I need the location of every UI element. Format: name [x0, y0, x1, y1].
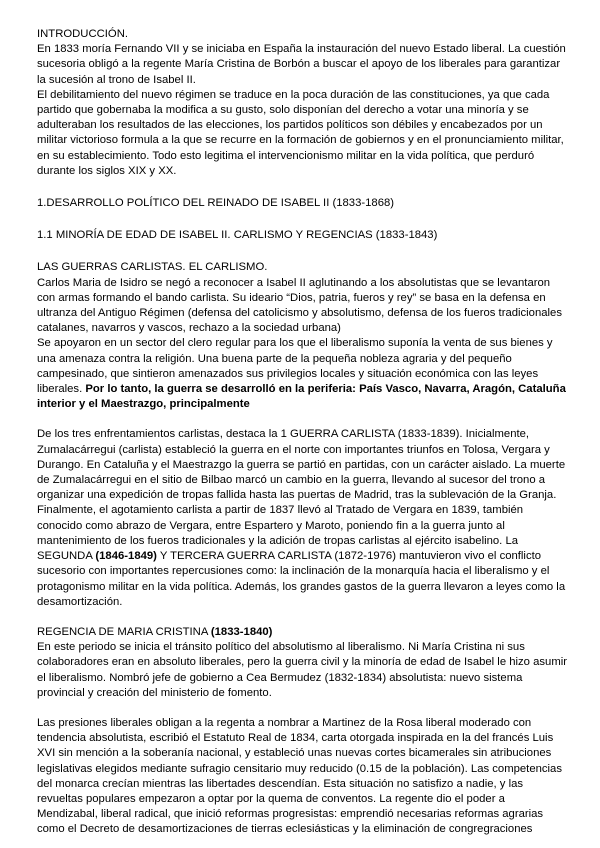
section-1-heading: 1.DESARROLLO POLÍTICO DEL REINADO DE ISABEL II (1833-1868) — [37, 197, 395, 210]
regency-heading-text: REGENCIA DE MARIA CRISTINA — [37, 625, 211, 638]
second-war-dates: (1846-1849) — [95, 550, 157, 563]
carlism-paragraph-1: Carlos Maria de Isidro se negó a reconocer a Isabel II aglutinando a los absolutistas que se levantaron con armas formando el bando carlista. Su ideario “Dios, patria, fueros y rey” se basa en la defensa en ultranza del Antiguo Régimen (defensa del catolicismo y absolutismo, defensa de los fueros tradicionales catalanes, navarros y vascos, rechazo a la sociedad urbana) — [37, 276, 562, 335]
carlist-wars-paragraph — [37, 427, 567, 609]
carlism-paragraph-2-text: Se apoyaron en un sector del clero regular para los que el liberalismo suponía la venta de sus bienes y una amenaza contra la religión. Una buena parte de la pequeña nobleza agraria y del pequeño campesinado, que sintieron amenazados sus privilegios locales y situación económica con las leyes liberales. — [37, 337, 553, 396]
regency-paragraph-1: En este periodo se inicia el tránsito político del absolutismo al liberalismo. Ni María Cristina ni sus colaboradores eran en absoluto liberales, pero la guerra civil y la minoría de edad de Isabel le hizo asumir el liberalismo. Nombró jefe de gobierno a Cea Bermudez (1832-1834) absolutista: nuevo sistema provincial y creación del ministerio de fomento. — [37, 641, 567, 699]
carlist-wars-text-b: Y TERCERA GUERRA CARLISTA (1872-1976) mantuvieron vivo el conflicto sucesorio con importantes repercusiones como: la inclinación de la monarquía hacia el liberalismo y el protagonismo militar en la vida política. Además, los grandes gastos de la guerra llevaron a leyes como la desamortización. — [37, 550, 566, 608]
document-page — [37, 27, 567, 838]
intro-paragraph-1: En 1833 moría Fernando VII y se iniciaba en España la instauración del nuevo Estado liberal. La cuestión sucesoria obligó a la regente María Cristina de Borbón a buscar el apoyo de los liberales para garantizar la sucesión al trono de Isabel II. — [37, 43, 566, 86]
carlism-paragraph-2 — [37, 336, 567, 412]
intro-heading: INTRODUCCIÓN. — [37, 28, 128, 40]
regency-heading-dates: (1833-1840) — [210, 625, 273, 638]
carlism-paragraph-2-bold: Por lo tanto, la guerra se desarrolló en la periferia: País Vasco, Navarra, Aragón, Cataluña interior y el Maestrazgo, principalmente — [37, 383, 566, 411]
regency-heading — [37, 625, 567, 640]
intro-paragraph-2: El debilitamiento del nuevo régimen se traduce en la poca duración de las constituciones, ya que cada partido que gobernaba la modifica a su gusto, solo disponían del derecho a votar una minoría y se adulteraban los resultados de las elecciones, los partidos políticos son débiles y encabezados por un militar victorioso formula a la que se recurre en la formación de gobiernos y en el pronunciamiento militar, en su establecimiento. Todo esto legitima el intervencionismo militar en la vida política, que perduró durante los siglos XIX y XX. — [37, 88, 564, 177]
regency-paragraph-2: Las presiones liberales obligan a la regenta a nombrar a Martinez de la Rosa liberal moderado con tendencia absolutista, escribió el Estatuto Real de 1834, carta otorgada inspirada en la del francés Luis XVI sin mención a la soberanía nacional, y estableció unas nuevas cortes bicamerales sin atribuciones legislativas elegidos mediante sufragio censitario muy reducido (0.15 de la población). Las competencias del monarca crecían mientras las libertades descendían. Esta situación no satisfizo a nadie, y las revueltas populares empezaron a optar por la quema de conventos. La regente dio el poder a Mendizabal, liberal radical, que inició reformas progresistas: emprendió necesarias reformas agrarias como el Decreto de desamortizaciones de tierras eclesiásticas y la eliminación de congregraciones — [37, 716, 562, 836]
carlist-wars-text-a: De los tres enfrentamientos carlistas, destaca la 1 GUERRA CARLISTA (1833-1839). Inicialmente, Zumalacárregui (carlista) estableció la guerra en el norte con importantes triunfos en Tolosa, Vergara y Durango. En Cataluña y el Maestrazgo la guerra se partió en partidas, con un carácter aislado. La muerte de Zumalacárregui en el sitio de Bilbao marcó un cambio en la guerra, llevando al sucesor del trono a organizar una expedición de tropas fallida hasta las puertas de Madrid, tras la sublevación de la Granja. Finalmente, el agotamiento carlista a partir de 1837 llevó al Tratado de Vergara en 1839, también conocido como abrazo de Vergara, entre Espartero y Maroto, poniendo fin a la guerra junto al mantenimiento de los fueros tradicionales y la adición de tropas carlistas al ejército isabelino. La SEGUNDA — [37, 428, 566, 563]
carlism-heading: LAS GUERRAS CARLISTAS. EL CARLISMO. — [37, 261, 268, 274]
section-1-1-heading: 1.1 MINORÍA DE EDAD DE ISABEL II. CARLISMO Y REGENCIAS (1833-1843) — [37, 229, 438, 242]
